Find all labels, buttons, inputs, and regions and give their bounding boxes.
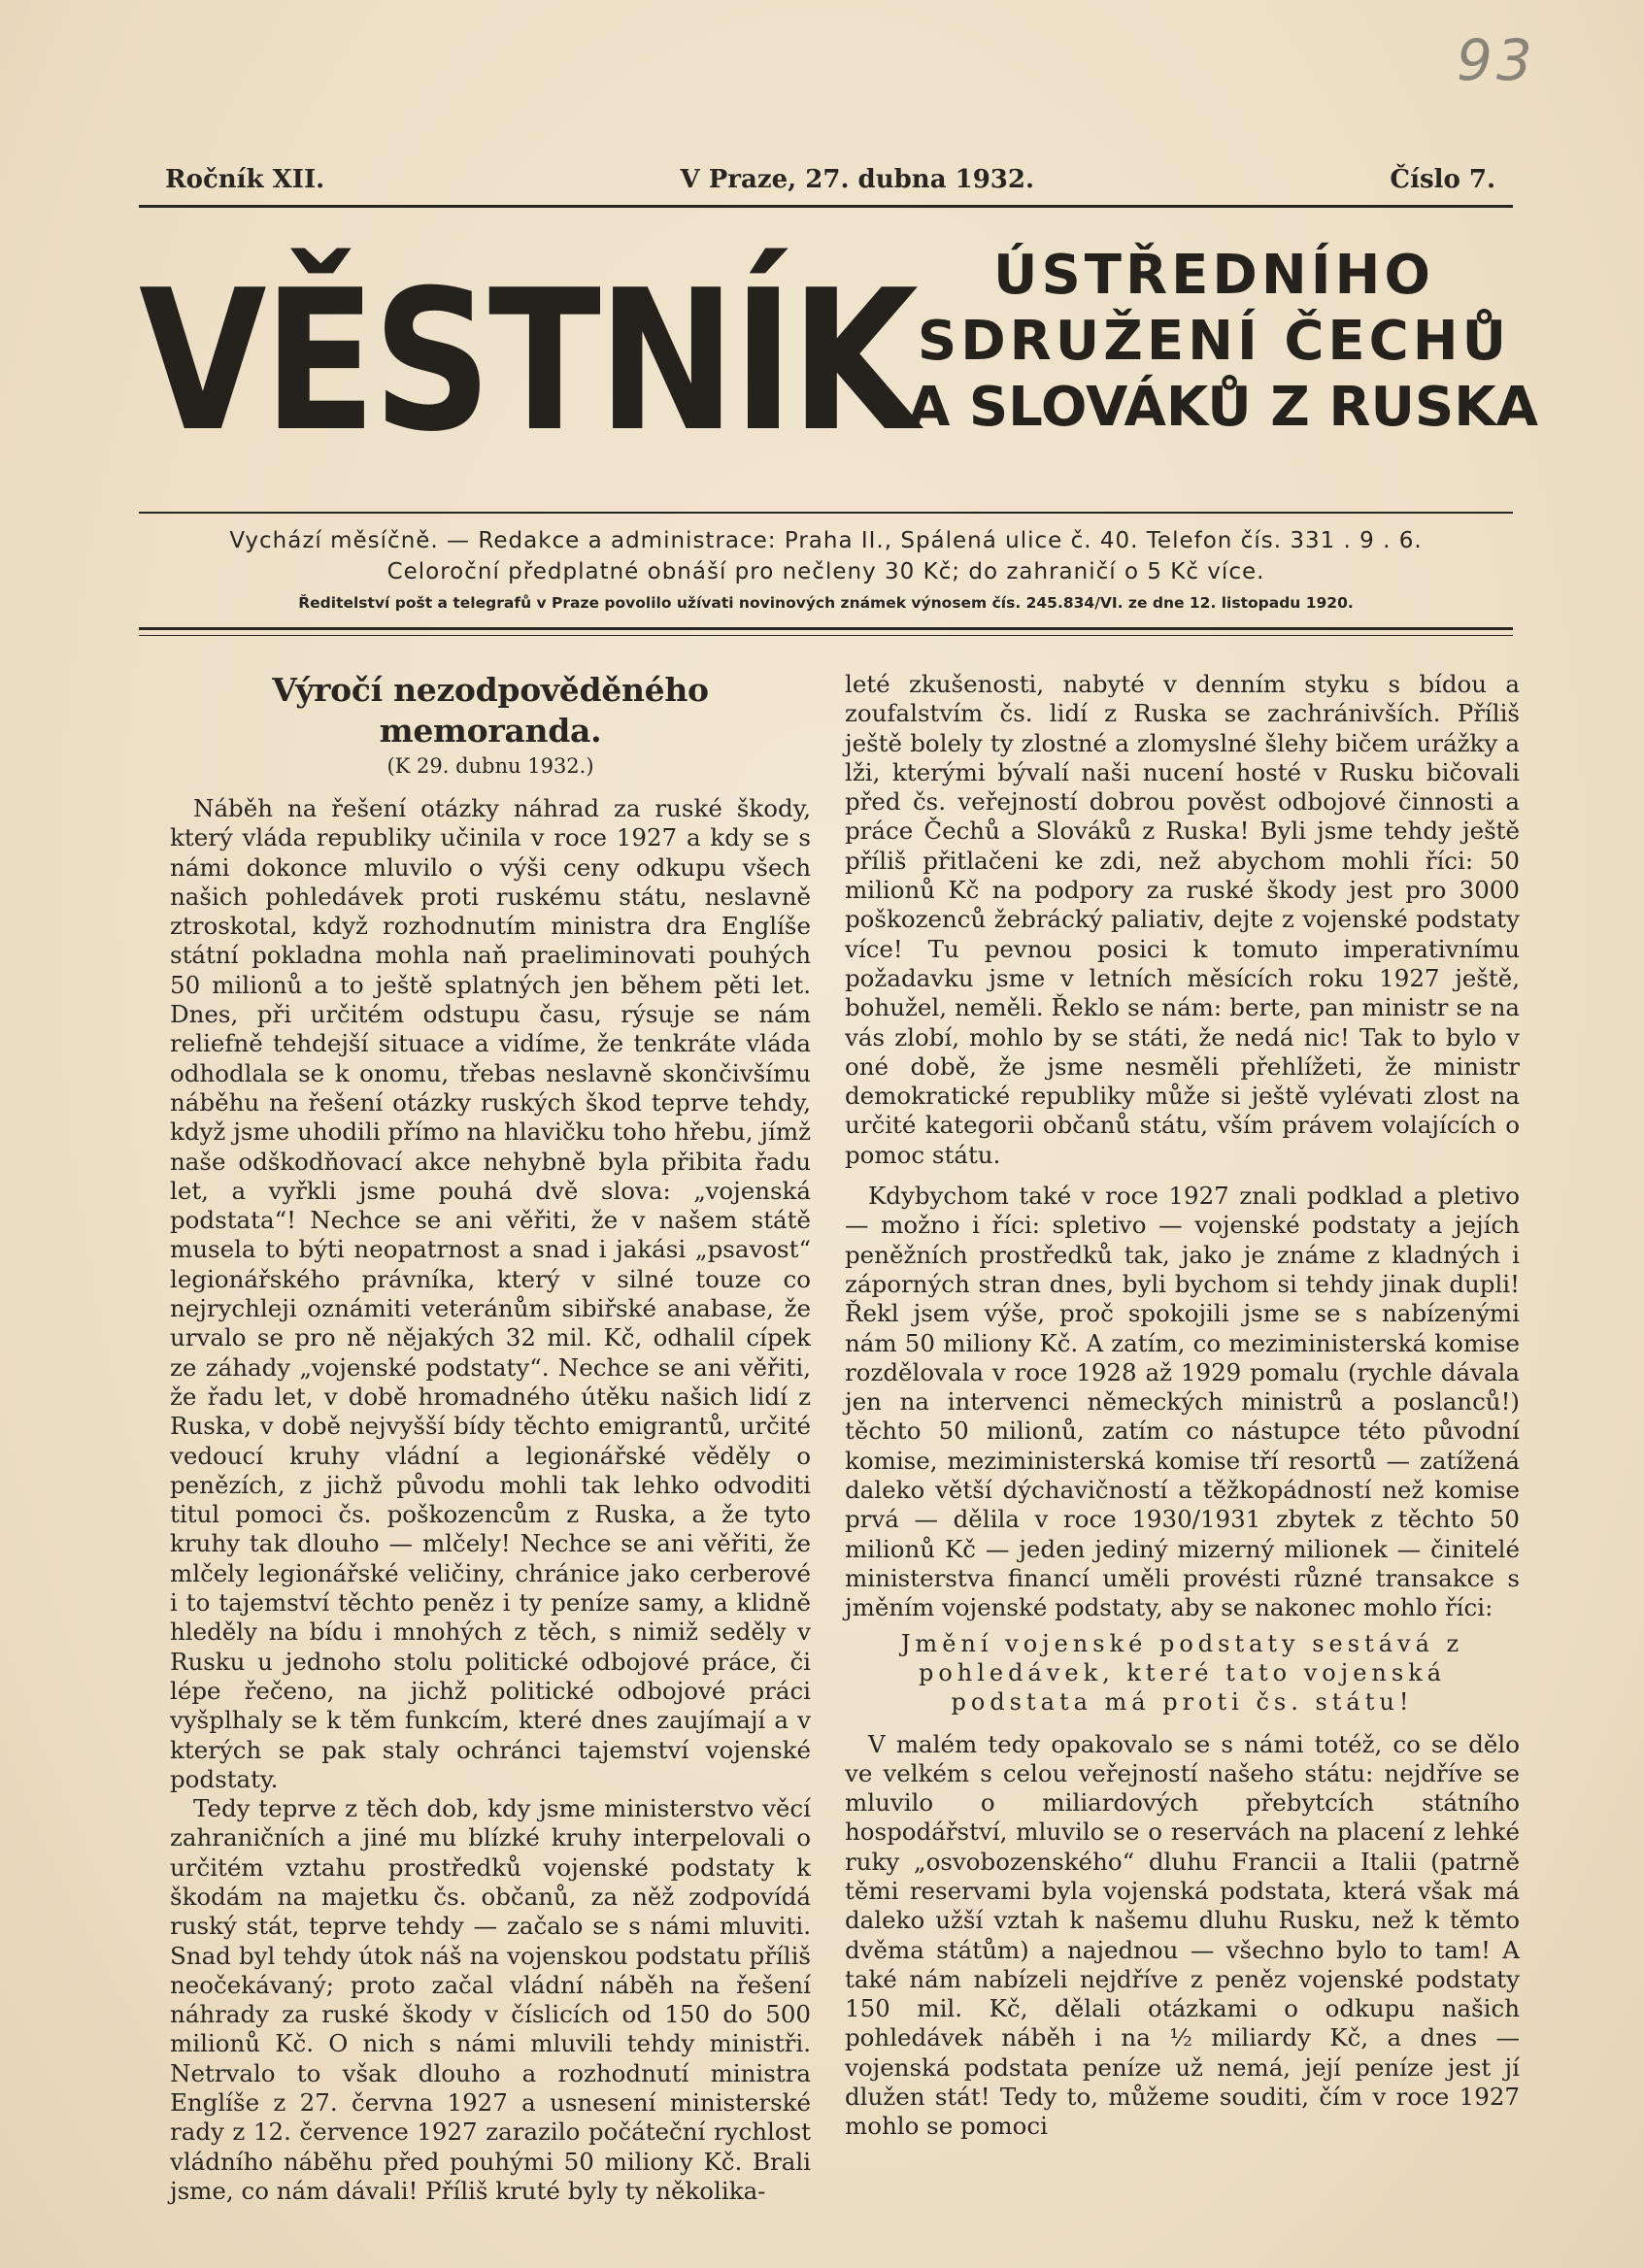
issue-number: Číslo 7. bbox=[1390, 165, 1495, 194]
subtitle-line-3: A SLOVÁKŮ Z RUSKA bbox=[908, 376, 1538, 439]
article-column-left bbox=[170, 670, 811, 2206]
info-rule bbox=[139, 627, 1513, 630]
subtitle-line-2: SDRUŽENÍ ČECHŮ bbox=[917, 310, 1511, 373]
issue-header bbox=[165, 165, 1495, 194]
masthead-title: VĚSTNÍK bbox=[139, 249, 916, 475]
info-rule-thin bbox=[139, 635, 1513, 636]
place-date: V Praze, 27. dubna 1932. bbox=[680, 165, 1035, 194]
subtitle-line-1: ÚSTŘEDNÍHO bbox=[992, 244, 1435, 307]
article-paragraph: V malém tedy opakovalo se s námi totéž, co se dělo ve velkém s celou veřejností našeho státu: nejdříve se mluvilo o miliardových přebytcích státního hospodářství, mluvilo se o reservách na placení z lehké ruky „osvobozenského“ dluhu Francii a Italii (patrně těmi reservami byla vojenská podstata, která však má daleko užší vztah k našemu dluhu Rusku, než k těmto dvěma státům) a najednou — všechno bylo to tam! A také nám nabízeli nejdříve z peněz vojenské podstaty 150 mil. Kč, dělali otázkami o odkupu našich pohledávek náběh i na ½ miliardy Kč, a dnes — vojenská podstata peníze už nemá, její peníze jest jí dlužen stát! Tedy to, můžeme souditi, čím v roce 1927 mohlo se pomoci bbox=[845, 1729, 1520, 2141]
info-postal-permit: Ředitelství pošt a telegrafů v Praze povolilo užívati novinových známek výnosem čís. 245.834/VI. ze dne 12. listopadu 1920. bbox=[298, 594, 1354, 612]
handwritten-page-number: 93 bbox=[1457, 27, 1536, 93]
masthead-rule bbox=[139, 512, 1513, 514]
article-paragraph: leté zkušenosti, nabyté v denním styku s bídou a zoufalstvím čs. lidí z Ruska se zachránivších. Příliš ještě bolely ty zlostné a zlomyslné šlehy bičem urážky a lži, kterými bývalí naši nucení hosté v Rusku bičovali před čs. veřejností dobrou pověst odbojové činnosti a práce Čechů a Slováků z Ruska! Byli jsme tehdy ještě příliš přitlačeni ke zdi, než abychom mohli říci: 50 milionů Kč na podpory za ruské škody jest pro 3000 poškozenců žebrácký paliativ, dejte z vojenské podstaty více! Tu pevnou posici k tomuto imperativnímu požadavku jsme v letních měsících roku 1927 ještě, bohužel, neměli. Řeklo se nám: berte, pan ministr se na vás zlobí, mohlo by se státi, že nedá nic! Tak to bylo v oné době, že jsme nesměli přehlížeti, že ministr demokratické republiky může si ještě vylévati zlost na určité kategorii občanů státu, vším právem volajících o pomoc státu. bbox=[845, 670, 1520, 1169]
article-column-right bbox=[845, 670, 1520, 2142]
article-paragraph: Tedy teprve z těch dob, kdy jsme ministerstvo věcí zahraničních a jiné mu blízké kruhy interpelovali o určitém vztahu prostředků vojenské podstaty k škodám na majetku čs. občanů, za něž zodpovídá ruský stát, teprve tehdy — začalo se s námi mluviti. Snad byl tehdy útok náš na vojenskou podstatu příliš neočekávaný; proto začal vládní náběh na řešení náhrady za ruské škody v číslicích od 150 do 500 milionů Kč. O nich s námi mluvili tehdy ministři. Netrvalo to však dlouho a rozhodnutí ministra Englíše z 27. června 1927 a usnesení ministerské rady z 12. července 1927 zarazilo počáteční rychlost vládního náběhu před pouhými 50 miliony Kč. Brali jsme, co nám dávali! Příliš kruté byly ty několika- bbox=[170, 1794, 811, 2205]
volume-label: Ročník XII. bbox=[165, 165, 325, 194]
publication-info bbox=[139, 524, 1513, 619]
article-subtitle: (K 29. dubnu 1932.) bbox=[386, 754, 594, 778]
info-editorial: Vychází měsíčně. — Redakce a administrace: Praha II., Spálená ulice č. 40. Telefon čís. 331 . 9 . 6. bbox=[229, 528, 1423, 553]
article-quote: Jmění vojenské podstaty sestává z pohledávek, které tato vojenská podstata má proti čs. státu! bbox=[900, 1629, 1464, 1716]
info-subscription: Celoroční předplatné obnáší pro nečleny 30 Kč; do zahraničí o 5 Kč více. bbox=[386, 559, 1265, 584]
article-paragraph: Kdybychom také v roce 1927 znali podklad a pletivo — možno i říci: spletivo — vojenské podstaty a jejích peněžních prostředků tak, jako je známe z kladných i záporných stran dnes, byli bychom si tehdy jinak dupli! Řekl jsem výše, proč spokojili jsme se s nabízenými nám 50 miliony Kč. A zatím, co meziministerská komise rozdělovala v roce 1928 až 1929 pomalu (rychle dávala jen na intervenci německých ministrů a poslanců!) těchto 50 milionů, zatím co nástupce této původní komise, meziministerská komise tří resortů — zatížená daleko větší dýchavičností a těžkopádností než komise prvá — dělila v roce 1930/1931 zbytek z těchto 50 milionů Kč — jeden jediný mizerný milionek — činitelé ministerstva financí uměli provésti různé transakce s jměním vojenské podstaty, aby se nakonec mohlo říci: bbox=[845, 1182, 1520, 1622]
article-paragraph: Náběh na řešení otázky náhrad za ruské škody, který vláda republiky učinila v roce 1927 a kdy se s námi dokonce mluvilo o výši ceny odkupu všech našich pohledávek proti ruskému státu, neslavně ztroskotal, když rozhodnutím ministra dra Englíše státní pokladna mohla naň praeliminovati pouhých 50 milionů a to ještě splatných jen během pěti let. Dnes, při určitém odstupu času, rýsuje se nám reliefně tehdejší situace a vidíme, že tenkráte vláda odhodlala se k onomu, třebas neslavně skončivšímu náběhu na řešení otázky ruských škod teprve tehdy, když jsme uhodili přímo na hlavičku toho hřebu, jímž naše odškodňovací akce nehybně byla přibita řadu let, a vyřkli jsme pouhá dvě slova: „vojenská podstata“! Nechce se ani věřiti, že v našem státě musela to býti neopatrnost a snad i jakási „psavost“ legionářského právníka, který v silné touze co nejrychleji oznámiti veteránům sibiřské anabase, že urvalo se pro ně nějakých 32 mil. Kč, odhalil cípek ze záhady „vojenské podstaty“. Nechce se ani věřiti, že řadu let, v době hromadného útěku našich lidí z Ruska, v době nejvyšší bídy těchto emigrantů, určité vedoucí kruhy vládní a legionářské věděly o penězích, z jichž původu mohli tak lehko odvoditi titul pomoci čs. poškozencům z Ruska, a že tyto kruhy tak dlouho — mlčely! Nechce se ani věřiti, že mlčely legionářské veličiny, chránice jako cerberové i to tajemství těchto peněz i ty peníze samy, a klidně hleděly na bídu i mnohých z těch, s nimiž seděly v Rusku u jednoho stolu politické odbojové práce, či lépe řečeno, na jichž politické odbojové práci vyšplhaly se k těm funkcím, které dnes zaujímají a v kterých se pak staly ochránci tajemství vojenské podstaty. bbox=[170, 794, 811, 1793]
masthead-subtitle bbox=[908, 243, 1538, 441]
article-title: Výročí nezodpověděného memoranda. bbox=[272, 671, 709, 750]
top-rule bbox=[139, 205, 1513, 208]
